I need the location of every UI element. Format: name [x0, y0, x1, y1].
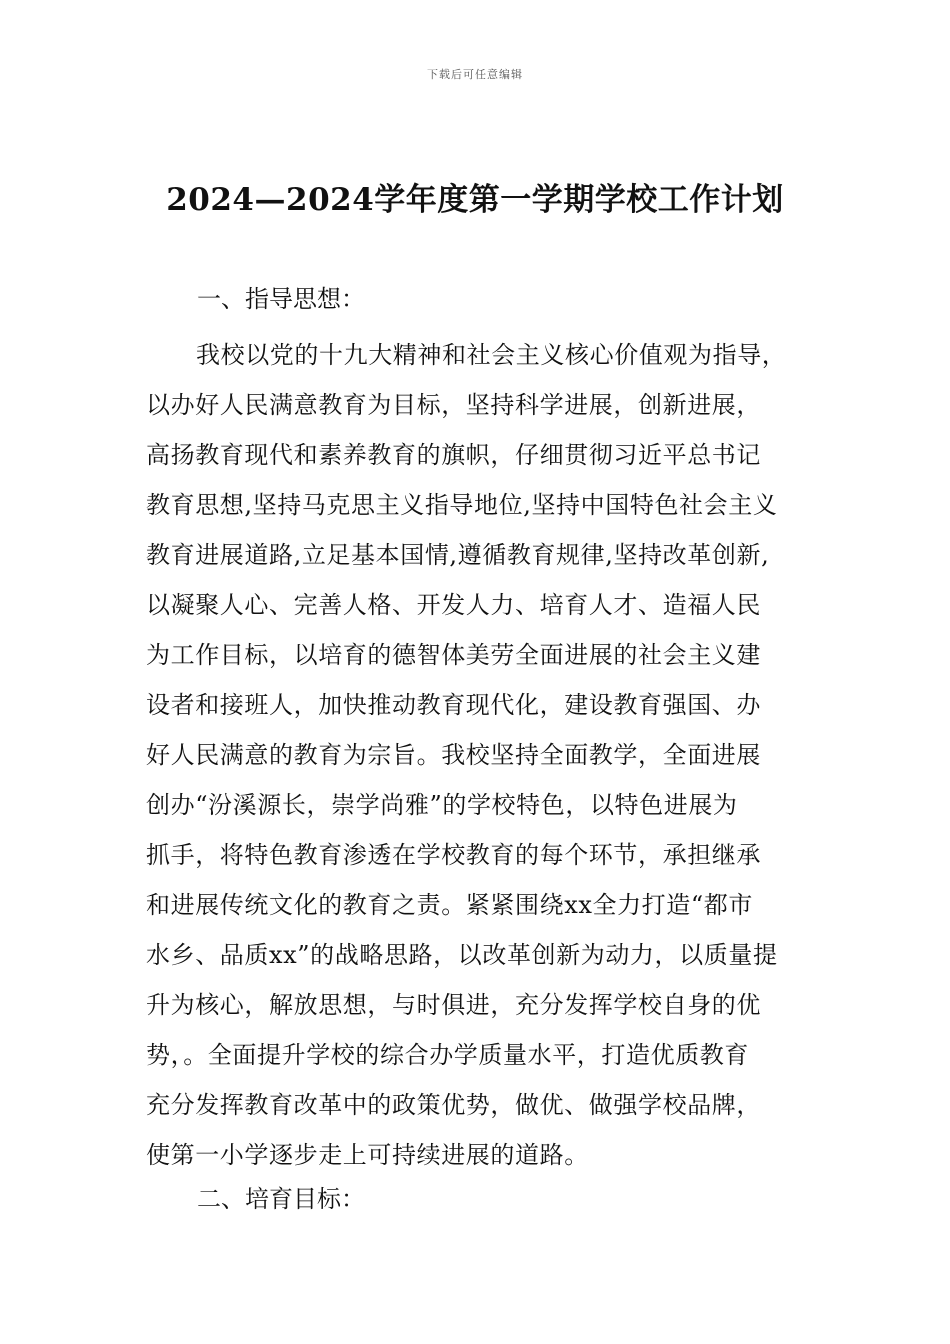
paragraph-line: 以办好人民满意教育为目标，坚持科学进展，创新进展，: [146, 391, 761, 419]
section-heading-training-goals: 二、培育目标：: [197, 1185, 365, 1213]
paragraph-line: 充分发挥教育改革中的政策优势，做优、做强学校品牌，: [146, 1091, 761, 1119]
paragraph-line: 水乡、品质xx”的战略思路，以改革创新为动力，以质量提: [146, 941, 778, 969]
paragraph-line: 为工作目标，以培育的德智体美劳全面进展的社会主义建: [146, 641, 761, 669]
paragraph-line: 抓手，将特色教育渗透在学校教育的每个环节，承担继承: [146, 841, 761, 869]
header-note: 下载后可任意编辑: [427, 68, 523, 81]
paragraph-line: 势，。全面提升学校的综合办学质量水平，打造优质教育: [146, 1041, 749, 1069]
paragraph-line: 创办“汾溪源长，崇学尚雅”的学校特色，以特色进展为: [146, 791, 738, 819]
section-heading-guiding-ideology: 一、指导思想：: [197, 285, 365, 313]
paragraph-line: 教育进展道路,立足基本国情,遵循教育规律,坚持改革创新,: [146, 541, 770, 569]
paragraph-line: 高扬教育现代和素养教育的旗帜，仔细贯彻习近平总书记: [146, 441, 761, 469]
paragraph-line: 教育思想,坚持马克思主义指导地位,坚持中国特色社会主义: [146, 491, 778, 519]
paragraph-line: 以凝聚人心、完善人格、开发人力、培育人才、造福人民: [146, 591, 761, 619]
document-title: 2024—2024学年度第一学期学校工作计划: [166, 182, 784, 218]
paragraph-line: 使第一小学逐步走上可持续进展的道路。: [146, 1141, 589, 1169]
paragraph-line: 和进展传统文化的教育之责。紧紧围绕xx全力打造“都市: [146, 891, 753, 919]
paragraph-line: 我校以党的十九大精神和社会主义核心价值观为指导，: [196, 341, 787, 369]
section1-paragraph: [146, 330, 826, 1180]
paragraph-line: 设者和接班人，加快推动教育现代化，建设教育强国、办: [146, 691, 761, 719]
paragraph-line: 好人民满意的教育为宗旨。我校坚持全面教学，全面进展: [146, 741, 761, 769]
paragraph-line: 升为核心，解放思想，与时俱进，充分发挥学校自身的优: [146, 991, 761, 1019]
